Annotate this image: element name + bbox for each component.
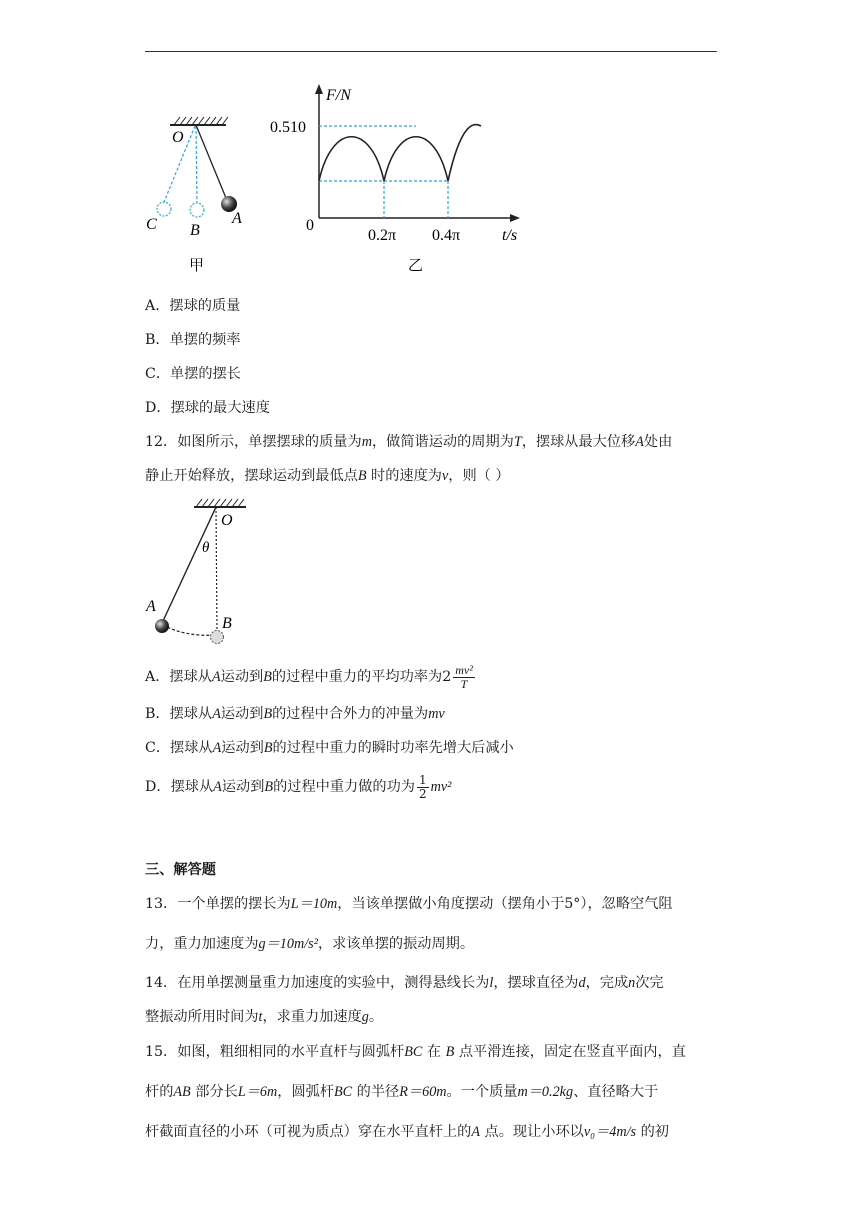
y-axis-label: F/N bbox=[326, 87, 351, 104]
section-heading: 三、解答题 bbox=[145, 862, 216, 878]
q12-label-A: A bbox=[146, 598, 156, 615]
header-rule bbox=[145, 51, 717, 52]
q12-label-B: B bbox=[222, 615, 232, 632]
q12-label-theta: θ bbox=[202, 540, 210, 556]
figure-yi-caption: 乙 bbox=[408, 258, 424, 274]
origin-label: 0 bbox=[306, 217, 314, 234]
label-C: C bbox=[146, 216, 157, 233]
q15-line3: 杆截面直径的小环（可视为质点）穿在水平直杆上的A 点。现让小环以v₀＝4m/s 的初 bbox=[145, 1124, 669, 1140]
q15-line2: 杆的AB 部分长L＝6m，圆弧杆BC 的半径R＝60m。一个质量m＝0.2kg、直径略大于 bbox=[145, 1084, 659, 1100]
label-B: B bbox=[190, 222, 200, 239]
y-axis-arrow bbox=[315, 84, 323, 94]
q11-option-d: D．摆球的最大速度 bbox=[145, 400, 270, 416]
q12-label-O: O bbox=[221, 512, 233, 529]
q12-stem-line1: 12．如图所示，单摆摆球的质量为m，做简谐运动的周期为T，摆球从最大位移A处由 bbox=[145, 434, 673, 450]
q13-line2: 力，重力加速度为g＝10m/s²，求该单摆的振动周期。 bbox=[145, 936, 475, 952]
q12-option-a: A．摆球从A运动到B的过程中重力的平均功率为2 $\frac{\text{mv²}}{T}$ bbox=[145, 662, 473, 691]
label-O: O bbox=[172, 129, 184, 146]
x-tick-label-1: 0.2π bbox=[368, 227, 397, 244]
figure-jia-caption: 甲 bbox=[189, 258, 205, 272]
q12-stem-line2: 静止开始释放，摆球运动到最低点B 时的速度为v，则（ ） bbox=[145, 468, 510, 484]
x-tick-label-2: 0.4π bbox=[432, 227, 461, 244]
figure-jia bbox=[140, 112, 250, 272]
q13-line1: 13．一个单摆的摆长为L＝10m，当该单摆做小角度摆动（摆角小于5°），忽略空气阻 bbox=[145, 896, 673, 912]
q12-option-c: C．摆球从A运动到B的过程中重力的瞬时功率先增大后减小 bbox=[145, 740, 514, 756]
q14-line2: 整振动所用时间为t，求重力加速度g。 bbox=[145, 1009, 384, 1025]
q12-option-b: B．摆球从A运动到B的过程中合外力的冲量为mv bbox=[145, 706, 445, 722]
q11-option-b: B．单摆的频率 bbox=[145, 332, 241, 348]
q14-line1: 14．在用单摆测量重力加速度的实验中，测得悬线长为l，摆球直径为d，完成n次完 bbox=[145, 975, 664, 991]
q11-option-a: A．摆球的质量 bbox=[145, 298, 241, 314]
x-axis-label: t/s bbox=[502, 227, 518, 244]
q15-line1: 15．如图，粗细相同的水平直杆与圆弧杆BC 在 B 点平滑连接，固定在竖直平面内，直 bbox=[145, 1044, 686, 1060]
label-A: A bbox=[232, 210, 242, 227]
y-tick-label: 0.510 bbox=[270, 119, 306, 136]
figure-q12-pendulum bbox=[140, 497, 260, 647]
q12-option-d: D．摆球从A运动到B的过程中重力做的功为 $\frac{1}{2}$ mv² bbox=[145, 772, 452, 801]
force-curve bbox=[319, 125, 481, 181]
figure-yi-chart bbox=[262, 80, 542, 280]
q11-option-c: C．单摆的摆长 bbox=[145, 366, 241, 382]
x-axis-arrow bbox=[510, 214, 520, 222]
